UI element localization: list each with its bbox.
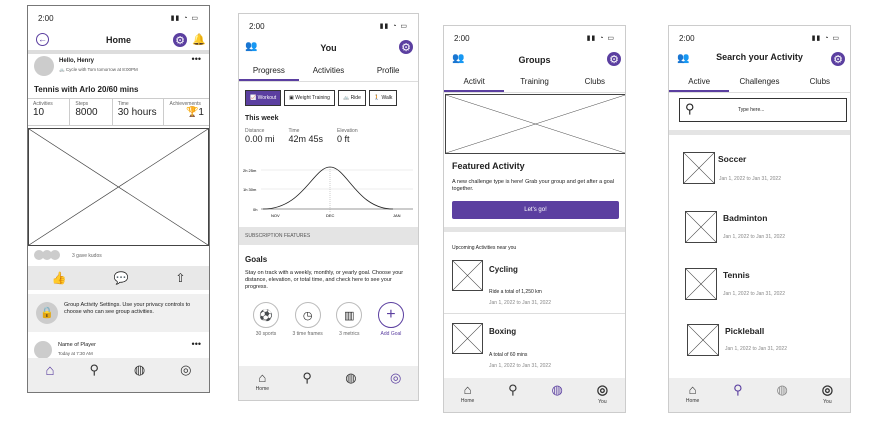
goal-label: 3 time frames [292,331,323,337]
stat-label: Distance [245,128,265,134]
search-icon[interactable]: ⚲ [508,382,518,397]
item-name[interactable]: Tennis [723,270,750,280]
ball-icon[interactable]: ◍ [345,370,357,385]
lock-icon: 🔒 [36,302,58,324]
status-icons: ▮▮ ◔ ▭ [586,35,615,42]
ball-icon[interactable]: ◍ [133,362,146,377]
item-dates: Jan 1, 2022 to Jan 31, 2022 [719,176,781,182]
y-tick: 2h 25m [243,168,257,173]
featured-image-placeholder [445,94,626,154]
status-icons: ▮▮ ◔ ▭ [379,23,408,30]
status-bar [28,14,209,26]
featured-title: Featured Activity [452,161,525,171]
bottom-nav [444,378,625,412]
status-icons: ▮▮ ◔ ▭ [811,35,840,42]
subscription-header [239,227,418,245]
nav-you[interactable] [597,382,608,405]
stat-value: 8000 [75,107,98,118]
item-dates: Jan 1, 2022 to Jan 31, 2022 [723,291,785,297]
page-title: You [320,43,337,53]
add-goal-button[interactable] [372,302,410,337]
y-tick: 0h [253,207,258,212]
home-screen [27,5,210,393]
search-bar[interactable] [679,98,847,122]
status-bar [239,22,418,34]
goal-label: Add Goal [380,331,402,337]
divider [444,313,625,314]
y-tick: 1h 30m [243,187,257,192]
more-icon[interactable]: ••• [191,339,201,349]
goals-title: Goals [245,255,268,264]
goal-item-metrics[interactable] [330,302,368,337]
stat-label: Steps [75,101,89,107]
item-desc: A total of 60 mins [489,352,528,358]
thumbs-up-icon[interactable]: 👍 [51,271,67,285]
item-dates: Jan 1, 2022 to Jan 31, 2022 [489,363,551,369]
x-tick: NOV [271,213,280,218]
gear-icon[interactable]: ⚙ [399,40,413,54]
tab-bar [669,73,850,93]
ball-icon[interactable]: ◍ [551,382,563,397]
stat-achievements [164,99,209,125]
tennis-image-placeholder [685,268,717,300]
bottom-nav [669,378,850,412]
item-name[interactable]: Boxing [489,327,517,336]
plus-icon: + [378,302,404,328]
home-icon: ⌂ [463,382,472,397]
stat-distance [245,128,275,144]
user-subtext: 🚲 Cycle with Tom tomorrow at 8:00PM [59,67,138,72]
search-icon[interactable]: ⚲ [302,370,312,385]
week-stats [245,128,358,144]
status-time: 2:00 [249,22,265,31]
item-dates: Jan 1, 2022 to Jan 31, 2022 [725,346,787,352]
stat-label: Time [117,101,129,107]
sport-chips [245,90,397,106]
subscription-label: SUBSCRIPTION FEATURES [245,233,311,239]
item-name[interactable]: Cycling [489,265,518,274]
stat-steps [70,99,112,125]
goal-items [247,302,410,337]
boxing-image-placeholder [452,323,483,354]
status-bar [669,34,850,46]
stat-value: 1 [198,107,204,118]
avatar[interactable] [34,56,54,76]
user-greeting: Hello, Henry [59,58,95,64]
search-input[interactable]: Type here... [738,107,765,113]
chip-label: Walk [381,95,393,101]
progress-chart [243,162,415,234]
tab-clubs[interactable]: Clubs [584,77,606,86]
nav-home[interactable] [461,382,474,404]
stat-activities [28,99,70,125]
nav-label: Home [685,398,700,404]
share-icon[interactable]: ⇧ [175,271,186,285]
chip-walk[interactable]: 🚶 Walk [369,90,398,106]
privacy-card [28,294,209,332]
featured-text: A new challenge type is here! Grab your group and get after a goal together. [452,179,615,192]
nav-label: Home [460,398,475,404]
status-bar [444,34,625,46]
stat-time [289,128,324,144]
action-bar [28,266,209,290]
tab-activities[interactable]: Activit [444,73,504,92]
home-icon[interactable]: ⌂ [45,362,55,379]
bar-chart-icon: ▥ [336,302,362,328]
stat-elevation [337,128,358,144]
profile-icon[interactable]: ◎ [389,370,402,385]
soccer-image-placeholder [683,152,715,184]
stat-value: 0.00 mi [245,134,275,144]
profile-icon: ◎ [821,382,834,397]
status-icons: ▮▮ ◔ ▭ [170,15,199,22]
goal-item-time[interactable] [289,302,327,337]
profile-icon: ◎ [596,382,609,397]
home-icon: ⌂ [258,370,267,385]
chip-label: Weight Training [295,95,330,101]
nav-home[interactable] [256,370,269,392]
page-title: Search your Activity [716,52,803,62]
chip-ride[interactable]: 🚲 Ride [338,90,366,106]
stat-value: 0 ft [337,134,350,144]
status-time: 2:00 [38,14,54,23]
tab-bar [239,62,418,82]
groups-screen [443,25,626,413]
people-icon[interactable]: 👥 [245,41,258,52]
search-icon: ⚲ [685,101,695,116]
divider [669,130,850,135]
pickleball-image-placeholder [687,324,719,356]
tab-progress[interactable]: Progress [239,62,299,81]
tab-clubs[interactable]: Clubs [809,77,831,86]
chip-weight-training[interactable]: ▣ Weight Training [284,90,335,106]
trophy-icon: 🏆 [185,107,199,118]
activity-image-placeholder [28,128,209,246]
divider [28,50,209,54]
trend-curve [263,167,393,209]
activity-title: Tennis with Arlo 20/60 mins [34,85,139,94]
search-icon[interactable]: ⚲ [89,362,99,377]
stat-label: Time [288,128,300,134]
goal-item-sports[interactable] [247,302,285,337]
status-time: 2:00 [454,34,470,43]
home-icon: ⌂ [688,382,697,397]
upcoming-heading: Upcoming Activities near you [452,245,517,251]
people-icon[interactable]: 👥 [677,53,690,64]
item-dates: Jan 1, 2022 to Jan 31, 2022 [489,300,551,306]
x-tick: DEC [326,213,335,218]
nav-label: Home [255,386,270,392]
comment-icon[interactable]: 💬 [113,271,129,285]
soccer-icon: ⚽ [253,302,279,328]
page-title: Groups [518,55,551,65]
profile-icon[interactable]: ◎ [180,362,192,377]
tab-challenges[interactable]: Challenges [739,77,780,86]
tab-bar [444,73,625,93]
item-name[interactable]: Badminton [723,213,768,223]
chip-workout[interactable]: 📈 Workout [245,90,281,106]
badminton-image-placeholder [685,211,717,243]
nav-label: You [823,399,832,405]
avatar [50,250,60,260]
goal-label: 30 sports [255,331,277,337]
stat-label: Achievements [169,101,201,107]
goal-label: 3 metrics [339,331,360,337]
stat-time [113,99,165,125]
search-icon[interactable]: ⚲ [733,382,743,397]
lets-go-button[interactable]: Let's go! [452,201,619,219]
chip-label: Workout [257,95,277,101]
kudos-avatars[interactable] [34,250,60,260]
divider [444,227,625,232]
tab-profile[interactable]: Profile [376,66,400,75]
people-icon[interactable]: 👥 [452,53,465,64]
week-heading: This week [245,115,279,122]
back-icon[interactable]: ← [38,34,47,44]
kudos-text: 3 gave kudos [72,253,102,259]
page-title: Home [105,35,131,45]
search-screen [668,25,851,413]
nav-home[interactable] [686,382,699,404]
nav-you[interactable] [822,382,833,405]
more-icon[interactable]: ••• [191,54,201,64]
ball-icon[interactable]: ◍ [776,382,788,397]
gear-icon[interactable]: ⚙ [173,33,187,47]
stat-value: 30 hours [117,107,157,118]
privacy-text: Group Activity Settings. Use your privacy controls to choose who can see group activities. [64,302,191,315]
you-screen [238,13,419,401]
gear-icon[interactable]: ⚙ [607,52,621,66]
stat-value: 42m 45s [288,134,324,144]
bottom-nav [28,358,209,392]
item-name[interactable]: Soccer [718,154,747,164]
user-subtext-label: Cycle with Tom tomorrow at 8:00PM [65,67,138,72]
item-dates: Jan 1, 2022 to Jan 31, 2022 [723,234,785,240]
stat-value: 10 [33,107,45,118]
gear-icon[interactable]: ⚙ [831,52,845,66]
chip-label: Ride [350,95,361,101]
tab-active[interactable]: Active [669,73,729,92]
x-tick: JAN [393,213,401,218]
stat-label: Activities [33,101,53,107]
bottom-nav [239,366,418,400]
item-desc: Ride a total of 1,250 km [489,289,542,295]
item-name[interactable]: Pickleball [725,326,765,336]
avatar[interactable] [34,341,52,359]
tab-activities[interactable]: Activities [312,66,345,75]
nav-label: You [598,399,607,405]
bell-icon[interactable]: 🔔 [192,34,206,46]
cycling-image-placeholder [452,260,483,291]
player-name: Name of Player [58,342,96,348]
player-subtext: Today at 7:30 AM [58,351,93,356]
stats-row [28,98,209,126]
goals-text: Stay on track with a weekly, monthly, or yearly goal. Choose your distance, elevation, or total time, and check here to see your progress. [245,270,404,290]
stat-label: Elevation [337,128,358,134]
clock-icon: ◷ [295,302,321,328]
status-time: 2:00 [679,34,695,43]
tab-training[interactable]: Training [520,77,549,86]
